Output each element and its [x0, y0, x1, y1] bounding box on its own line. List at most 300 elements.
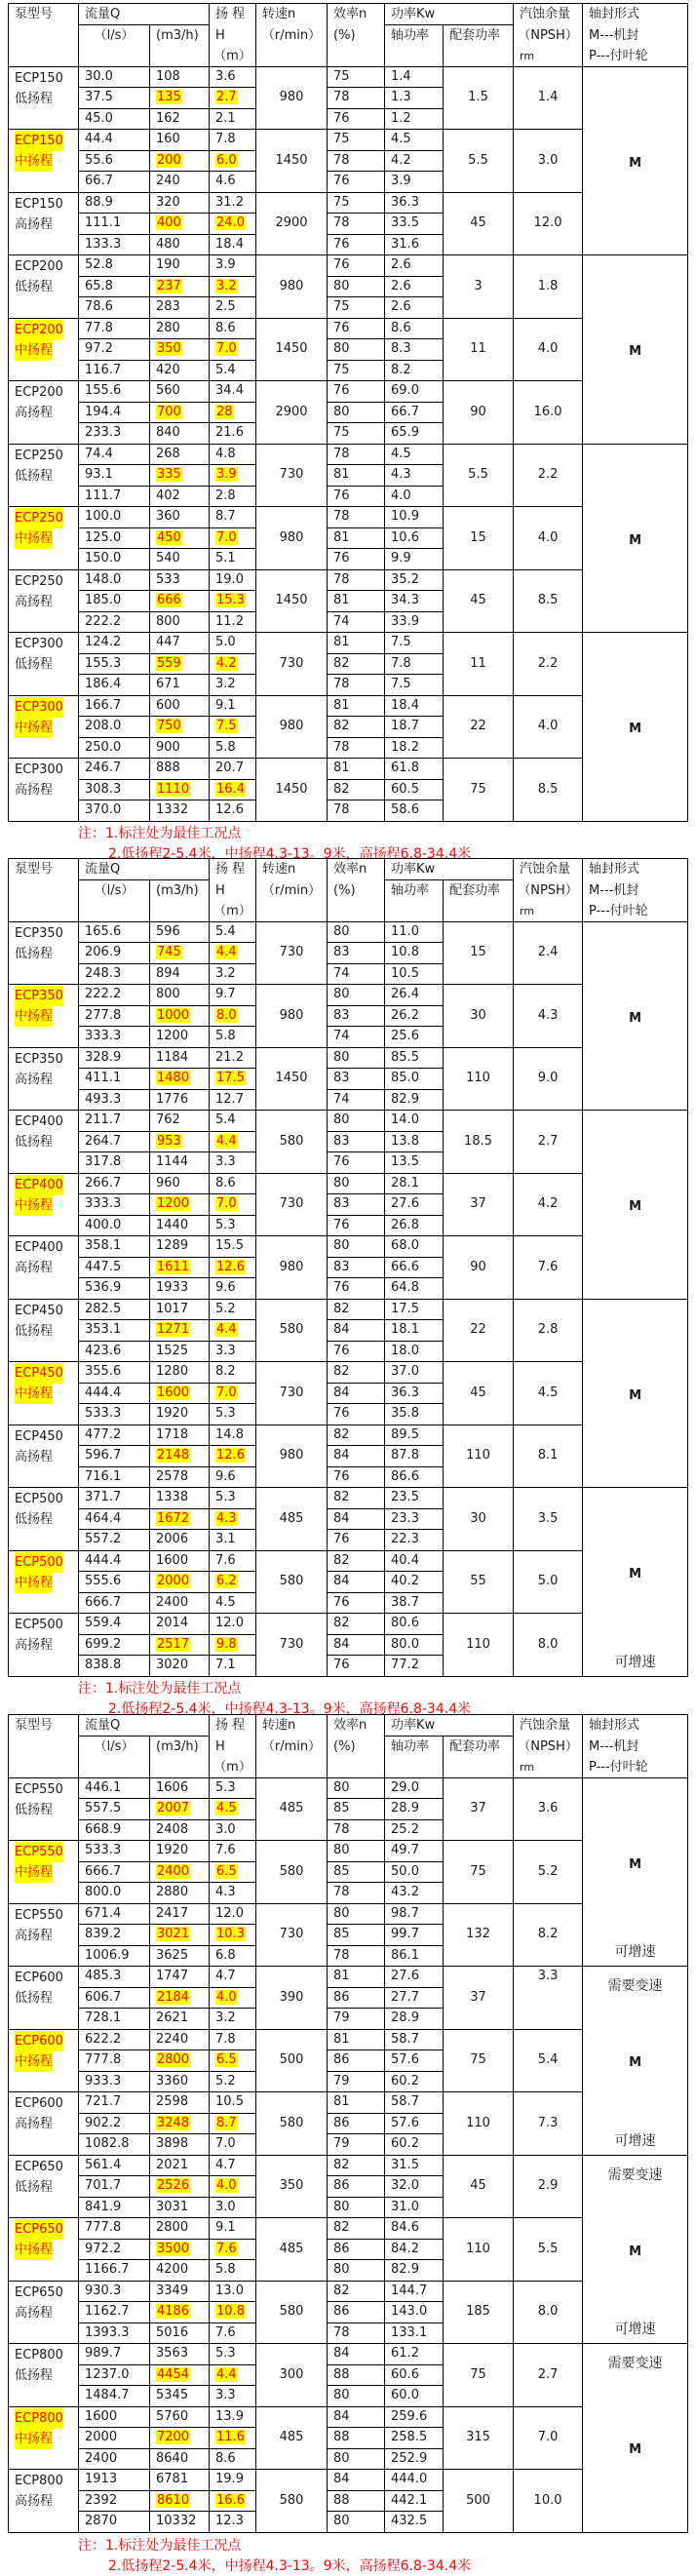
pump-model: ECP400: [15, 1175, 63, 1195]
flow-ls-cell: 264.7: [79, 1131, 150, 1152]
head-cell: 7.6: [210, 2322, 256, 2344]
flow-m3h-cell: 2578: [150, 1466, 210, 1488]
flow-m3h-cell: [150, 465, 210, 487]
efficiency-cell: 76: [328, 1404, 385, 1425]
head-type: 低扬程: [15, 1802, 54, 1817]
pump-model: ECP800: [15, 2474, 63, 2488]
matched-power-cell: 15: [444, 507, 514, 570]
npsh-cell: 2.2: [514, 444, 583, 507]
pump-model-cell: [9, 2281, 79, 2344]
head-cell: 8.6: [210, 318, 256, 339]
speed-cell: 580: [256, 1550, 328, 1614]
header-npsh: 汽蚀余量: [514, 1715, 583, 1737]
matched-power-cell: 37: [444, 1777, 514, 1841]
flow-ls-cell: 185.0: [79, 591, 150, 612]
flow-ls-cell: 1082.8: [79, 2134, 150, 2156]
pump-model: ECP250: [15, 448, 63, 463]
best-point-head: 4.2: [216, 655, 237, 671]
flow-ls-cell: 194.4: [79, 402, 150, 423]
flow-m3h-cell: [150, 2113, 210, 2134]
shaft-power-cell: 8.2: [385, 360, 444, 381]
seal-type-cell: [583, 2344, 688, 2533]
head-type: 中扬程: [15, 2051, 53, 2072]
efficiency-cell: 75: [328, 192, 385, 214]
shaft-power-cell: 10.9: [385, 507, 444, 528]
shaft-power-cell: 1.3: [385, 88, 444, 109]
head-cell: 3.2: [210, 675, 256, 696]
head-cell: [210, 2364, 256, 2386]
npsh-cell: 3.5: [514, 1488, 583, 1551]
flow-m3h-cell: 3020: [150, 1656, 210, 1677]
best-point-flow: 2007: [157, 1801, 190, 1816]
speed-cell: 980: [256, 1236, 328, 1300]
head-cell: 3.2: [210, 2009, 256, 2030]
flow-ls-cell: 1162.7: [79, 2302, 150, 2323]
head-cell: 8.7: [210, 507, 256, 528]
seal-type: M: [629, 722, 641, 737]
flow-m3h-cell: 1776: [150, 1089, 210, 1111]
flow-m3h-cell: [150, 214, 210, 235]
header-speed-unit: （r/min）: [256, 880, 328, 922]
head-cell: [210, 465, 256, 487]
flow-m3h-cell: 10332: [150, 2512, 210, 2533]
efficiency-cell: 74: [328, 1027, 385, 1048]
npsh-cell: 3.0: [514, 130, 583, 193]
flow-ls-cell: 65.8: [79, 276, 150, 297]
head-cell: 5.4: [210, 921, 256, 943]
efficiency-cell: 83: [328, 1131, 385, 1152]
flow-ls-cell: 371.7: [79, 1488, 150, 1509]
npsh-cell: 4.0: [514, 318, 583, 381]
flow-ls-cell: 777.8: [79, 2050, 150, 2072]
pump-model-cell: [9, 1425, 79, 1488]
table-row: [9, 1488, 688, 1509]
pump-model: ECP450: [15, 1363, 63, 1384]
efficiency-cell: 78: [328, 1945, 385, 1967]
head-type: 低扬程: [15, 657, 54, 672]
header-row-2: [9, 25, 688, 46]
shaft-power-cell: 18.7: [385, 717, 444, 738]
pump-model-cell: [9, 1614, 79, 1677]
speed-cell: 1450: [256, 569, 328, 633]
npsh-cell: 2.7: [514, 1111, 583, 1174]
efficiency-cell: 79: [328, 2134, 385, 2156]
flow-m3h-cell: 888: [150, 759, 210, 780]
flow-m3h-cell: 5345: [150, 2386, 210, 2407]
shaft-power-cell: 14.0: [385, 1111, 444, 1132]
pump-model: ECP200: [15, 320, 63, 340]
flow-ls-cell: 45.0: [79, 108, 150, 130]
best-point-flow: 1000: [157, 1007, 190, 1023]
flow-ls-cell: 1166.7: [79, 2260, 150, 2282]
seal-type-content: [583, 1300, 687, 1488]
shaft-power-cell: 10.8: [385, 943, 444, 964]
note-head-ranges: 2.低扬程2-5.4米，中扬程4.3-13。9米，高扬程6.8-34.4米: [108, 1701, 472, 1717]
flow-m3h-cell: 1289: [150, 1236, 210, 1258]
best-point-head: 4.4: [216, 1133, 237, 1149]
flow-ls-cell: 400.0: [79, 1215, 150, 1236]
speed-cell: 730: [256, 1362, 328, 1425]
npsh-cell: 4.3: [514, 985, 583, 1048]
shaft-power-cell: 40.2: [385, 1572, 444, 1593]
efficiency-cell: 76: [328, 108, 385, 130]
npsh-cell: 4.2: [514, 1173, 583, 1236]
header-flow-m3h: (m3/h): [150, 25, 210, 67]
header-efficiency: 效率n: [328, 1715, 385, 1737]
head-type: 高扬程: [15, 1449, 54, 1464]
pump-model-cell: [9, 633, 79, 696]
header-eff-unit: (%): [328, 1737, 385, 1778]
flow-m3h-cell: [150, 276, 210, 297]
pump-model: ECP300: [15, 697, 63, 718]
shaft-power-cell: 2.6: [385, 255, 444, 277]
flow-ls-cell: 606.7: [79, 1987, 150, 2009]
shaft-power-cell: 26.8: [385, 1215, 444, 1236]
seal-type: M: [629, 344, 641, 360]
efficiency-cell: 88: [328, 2428, 385, 2449]
flow-m3h-cell: 1920: [150, 1841, 210, 1862]
head-cell: [210, 1131, 256, 1152]
flow-m3h-cell: 600: [150, 695, 210, 717]
npsh-cell: 4.5: [514, 1362, 583, 1425]
efficiency-cell: 84: [328, 2470, 385, 2491]
head-type: 中扬程: [15, 1384, 53, 1404]
speed-cell: 485: [256, 2406, 328, 2470]
table-row: [9, 1967, 688, 1988]
seal-type-cell: [583, 633, 688, 822]
shaft-power-cell: 80.0: [385, 1634, 444, 1656]
flow-m3h-cell: 480: [150, 234, 210, 255]
flow-ls-cell: 444.4: [79, 1550, 150, 1572]
speed-cell: 485: [256, 1777, 328, 1841]
flow-ls-cell: 533.3: [79, 1841, 150, 1862]
efficiency-cell: 84: [328, 1508, 385, 1530]
head-type: 高扬程: [15, 406, 54, 420]
speed-cell: 580: [256, 1299, 328, 1362]
pump-model: ECP500: [15, 1552, 63, 1573]
speed-cell: 580: [256, 1111, 328, 1174]
flow-ls-cell: 30.0: [79, 66, 150, 88]
shaft-power-cell: 61.8: [385, 759, 444, 780]
efficiency-cell: 80: [328, 2448, 385, 2470]
matched-power-cell: 45: [444, 2155, 514, 2218]
head-cell: [210, 214, 256, 235]
pump-model: ECP600: [15, 1971, 63, 1985]
flow-ls-cell: 557.2: [79, 1530, 150, 1551]
header-power: 功率Kw: [385, 4, 514, 25]
pump-model: ECP300: [15, 762, 63, 777]
flow-ls-cell: 557.5: [79, 1799, 150, 1820]
head-type: 中扬程: [15, 528, 53, 549]
flow-m3h-cell: [150, 2176, 210, 2198]
flow-ls-cell: 989.7: [79, 2344, 150, 2365]
seal-type: M: [629, 2055, 641, 2071]
header-eff-unit: (%): [328, 880, 385, 922]
speed-cell: 730: [256, 1173, 328, 1236]
seal-type-content: [583, 1967, 687, 2155]
head-cell: [210, 1446, 256, 1467]
shaft-power-cell: 43.2: [385, 1883, 444, 1904]
header-head-h: H: [210, 880, 256, 901]
speed-cell: 580: [256, 2281, 328, 2344]
shaft-power-cell: 7.5: [385, 633, 444, 654]
flow-m3h-cell: 160: [150, 130, 210, 151]
flow-ls-cell: 716.1: [79, 1466, 150, 1488]
flow-ls-cell: 493.3: [79, 1089, 150, 1111]
speed-cell: 980: [256, 255, 328, 319]
head-cell: 13.0: [210, 2281, 256, 2302]
head-cell: 5.8: [210, 1027, 256, 1048]
shaft-power-cell: 29.0: [385, 1777, 444, 1799]
shaft-power-cell: 26.2: [385, 1005, 444, 1027]
head-type: 高扬程: [15, 1072, 54, 1087]
efficiency-cell: 78: [328, 150, 385, 172]
shaft-power-cell: 2.6: [385, 297, 444, 319]
shaft-power-cell: 69.0: [385, 381, 444, 403]
best-point-head: 10.3: [216, 1927, 245, 1942]
seal-type: M: [629, 1199, 641, 1215]
shaft-power-cell: 4.5: [385, 130, 444, 151]
head-type: 中扬程: [15, 1006, 53, 1027]
head-cell: 12.0: [210, 1903, 256, 1925]
efficiency-cell: 80: [328, 985, 385, 1006]
head-cell: 31.2: [210, 192, 256, 214]
seal-type-content: [583, 1111, 687, 1299]
speed-cell: 980: [256, 695, 328, 759]
efficiency-cell: 78: [328, 444, 385, 465]
header-head: 扬 程: [210, 859, 256, 880]
shaft-power-cell: 143.0: [385, 2302, 444, 2323]
shaft-power-cell: 18.4: [385, 695, 444, 717]
head-cell: 5.8: [210, 2260, 256, 2282]
flow-ls-cell: 668.9: [79, 1819, 150, 1841]
head-cell: 7.1: [210, 1656, 256, 1677]
speed-cell: 980: [256, 66, 328, 130]
header-power: 功率Kw: [385, 859, 514, 880]
best-point-flow: 3500: [157, 2241, 190, 2256]
header-speed: 转速n: [256, 1715, 328, 1737]
efficiency-cell: 76: [328, 1152, 385, 1174]
pump-model-cell: [9, 2406, 79, 2470]
speed-cell: 2900: [256, 192, 328, 255]
header-shaft-power: 轴功率: [385, 25, 444, 67]
efficiency-cell: 82: [328, 779, 385, 800]
efficiency-cell: 80: [328, 921, 385, 943]
flow-m3h-cell: [150, 1572, 210, 1593]
head-cell: 3.3: [210, 1341, 256, 1362]
shaft-power-cell: 27.7: [385, 1987, 444, 2009]
best-point-head: 9.8: [216, 1636, 237, 1652]
head-type: 低扬程: [15, 1135, 54, 1150]
head-cell: 4.3: [210, 1883, 256, 1904]
flow-ls-cell: 266.7: [79, 1173, 150, 1194]
npsh-cell: 10.0: [514, 2470, 583, 2533]
head-cell: 9.7: [210, 985, 256, 1006]
head-type: 中扬程: [15, 1862, 53, 1883]
flow-ls-cell: 2870: [79, 2512, 150, 2533]
npsh-cell: 8.5: [514, 569, 583, 633]
matched-power-cell: 5.5: [444, 130, 514, 193]
header-flow: 流量Q: [79, 859, 210, 880]
efficiency-cell: 82: [328, 1299, 385, 1320]
table-row: [9, 1777, 688, 1799]
flow-ls-cell: 211.7: [79, 1111, 150, 1132]
flow-m3h-cell: 6781: [150, 2470, 210, 2491]
head-type: 中扬程: [15, 1573, 53, 1593]
shaft-power-cell: 10.5: [385, 963, 444, 985]
pump-performance-table-2: [8, 858, 688, 1677]
flow-m3h-cell: 1338: [150, 1488, 210, 1509]
seal-type: M: [629, 2442, 641, 2458]
efficiency-cell: 81: [328, 759, 385, 780]
efficiency-cell: 82: [328, 2281, 385, 2302]
efficiency-cell: 78: [328, 675, 385, 696]
best-point-flow: 135: [157, 90, 181, 105]
header-seal-m: M---机封: [583, 880, 688, 901]
flow-ls-cell: 2000: [79, 2428, 150, 2449]
shaft-power-cell: 1.2: [385, 108, 444, 130]
flow-ls-cell: 333.3: [79, 1027, 150, 1048]
header-row-2: [9, 1737, 688, 1757]
flow-m3h-cell: [150, 717, 210, 738]
pump-model-cell: [9, 318, 79, 381]
shaft-power-cell: 34.3: [385, 591, 444, 612]
efficiency-cell: 81: [328, 465, 385, 487]
header-seal-p: P---付叶轮: [583, 1757, 688, 1778]
flow-ls-cell: 88.9: [79, 192, 150, 214]
flow-m3h-cell: 1144: [150, 1152, 210, 1174]
matched-power-cell: 1.5: [444, 66, 514, 130]
shaft-power-cell: 58.7: [385, 2029, 444, 2050]
shaft-power-cell: 77.2: [385, 1656, 444, 1677]
pump-model-cell: [9, 2155, 79, 2218]
efficiency-cell: 74: [328, 1089, 385, 1111]
pump-model-cell: [9, 1488, 79, 1551]
flow-m3h-cell: 1525: [150, 1341, 210, 1362]
speed-note-top: 需要变速: [607, 2166, 663, 2183]
shaft-power-cell: 28.9: [385, 1799, 444, 1820]
efficiency-cell: 76: [328, 234, 385, 255]
flow-m3h-cell: 4200: [150, 2260, 210, 2282]
shaft-power-cell: 8.3: [385, 339, 444, 361]
shaft-power-cell: 31.5: [385, 2155, 444, 2176]
matched-power-cell: 37: [444, 1173, 514, 1236]
header-model-blank: [9, 1737, 79, 1778]
head-cell: [210, 943, 256, 964]
flow-ls-cell: 721.7: [79, 2092, 150, 2114]
pump-model-cell: [9, 2029, 79, 2092]
efficiency-cell: 82: [328, 1488, 385, 1509]
matched-power-cell: 500: [444, 2470, 514, 2533]
head-cell: [210, 653, 256, 675]
efficiency-cell: 80: [328, 1111, 385, 1132]
flow-ls-cell: 222.2: [79, 611, 150, 633]
matched-power-cell: 15: [444, 921, 514, 985]
header-head-unit: （m）: [210, 46, 256, 67]
head-cell: [210, 1799, 256, 1820]
flow-m3h-cell: 3898: [150, 2134, 210, 2156]
seal-type: M: [629, 1567, 641, 1582]
head-cell: [210, 2302, 256, 2323]
best-point-flow: 559: [157, 655, 181, 671]
pump-model: ECP550: [15, 1842, 63, 1862]
flow-m3h-cell: [150, 779, 210, 800]
shaft-power-cell: 9.9: [385, 549, 444, 570]
head-type: 低扬程: [15, 280, 54, 294]
flow-ls-cell: 1237.0: [79, 2364, 150, 2386]
pump-model-cell: [9, 1047, 79, 1111]
seal-type-content: [583, 2156, 687, 2344]
shaft-power-cell: 31.0: [385, 2197, 444, 2218]
head-cell: [210, 1005, 256, 1027]
efficiency-cell: 78: [328, 1819, 385, 1841]
flow-m3h-cell: 1747: [150, 1967, 210, 1988]
efficiency-cell: 78: [328, 569, 385, 591]
shaft-power-cell: 84.2: [385, 2239, 444, 2260]
header-model: 泵型号: [9, 859, 79, 880]
matched-power-cell: 90: [444, 381, 514, 445]
table-row: [9, 1111, 688, 1132]
best-point-flow: 2526: [157, 2178, 190, 2194]
best-point-head: 8.0: [216, 1007, 237, 1023]
best-point-head: 3.2: [216, 278, 237, 293]
shaft-power-cell: 80.6: [385, 1614, 444, 1635]
efficiency-cell: 75: [328, 130, 385, 151]
header-seal: 轴封形式: [583, 859, 688, 880]
shaft-power-cell: 8.6: [385, 318, 444, 339]
flow-m3h-cell: 320: [150, 192, 210, 214]
head-cell: 19.9: [210, 2470, 256, 2491]
flow-m3h-cell: [150, 2302, 210, 2323]
best-point-flow: 1600: [157, 1385, 190, 1400]
best-point-flow: 2184: [157, 1989, 190, 2005]
pump-model: ECP550: [15, 1781, 63, 1797]
flow-m3h-cell: 2400: [150, 1592, 210, 1614]
shaft-power-cell: 87.8: [385, 1446, 444, 1467]
flow-m3h-cell: 2880: [150, 1883, 210, 1904]
flow-ls-cell: 447.5: [79, 1257, 150, 1278]
seal-type-cell: [583, 1777, 688, 1967]
head-cell: 5.0: [210, 633, 256, 654]
npsh-cell: 2.4: [514, 921, 583, 985]
flow-ls-cell: 125.0: [79, 527, 150, 549]
efficiency-cell: 83: [328, 943, 385, 964]
flow-m3h-cell: 108: [150, 66, 210, 88]
matched-power-cell: 37: [444, 1967, 514, 2030]
note-best-point: 注：1.标注处为最佳工况点: [78, 1681, 242, 1697]
flow-m3h-cell: [150, 150, 210, 172]
flow-ls-cell: 666.7: [79, 1592, 150, 1614]
efficiency-cell: 81: [328, 633, 385, 654]
best-point-flow: 4186: [157, 2304, 190, 2320]
shaft-power-cell: 86.6: [385, 1466, 444, 1488]
flow-ls-cell: 111.1: [79, 214, 150, 235]
flow-ls-cell: 423.6: [79, 1341, 150, 1362]
efficiency-cell: 82: [328, 2218, 385, 2240]
shaft-power-cell: 17.5: [385, 1299, 444, 1320]
head-type: 高扬程: [15, 2117, 54, 2131]
pump-model-cell: [9, 1111, 79, 1174]
efficiency-cell: 78: [328, 737, 385, 759]
efficiency-cell: 84: [328, 1572, 385, 1593]
best-point-flow: 2800: [157, 2052, 190, 2068]
flow-m3h-cell: 3349: [150, 2281, 210, 2302]
efficiency-cell: 85: [328, 1925, 385, 1946]
flow-m3h-cell: [150, 1005, 210, 1027]
best-point-head: 4.5: [216, 1801, 237, 1816]
flow-m3h-cell: [150, 653, 210, 675]
flow-m3h-cell: 1017: [150, 1299, 210, 1320]
